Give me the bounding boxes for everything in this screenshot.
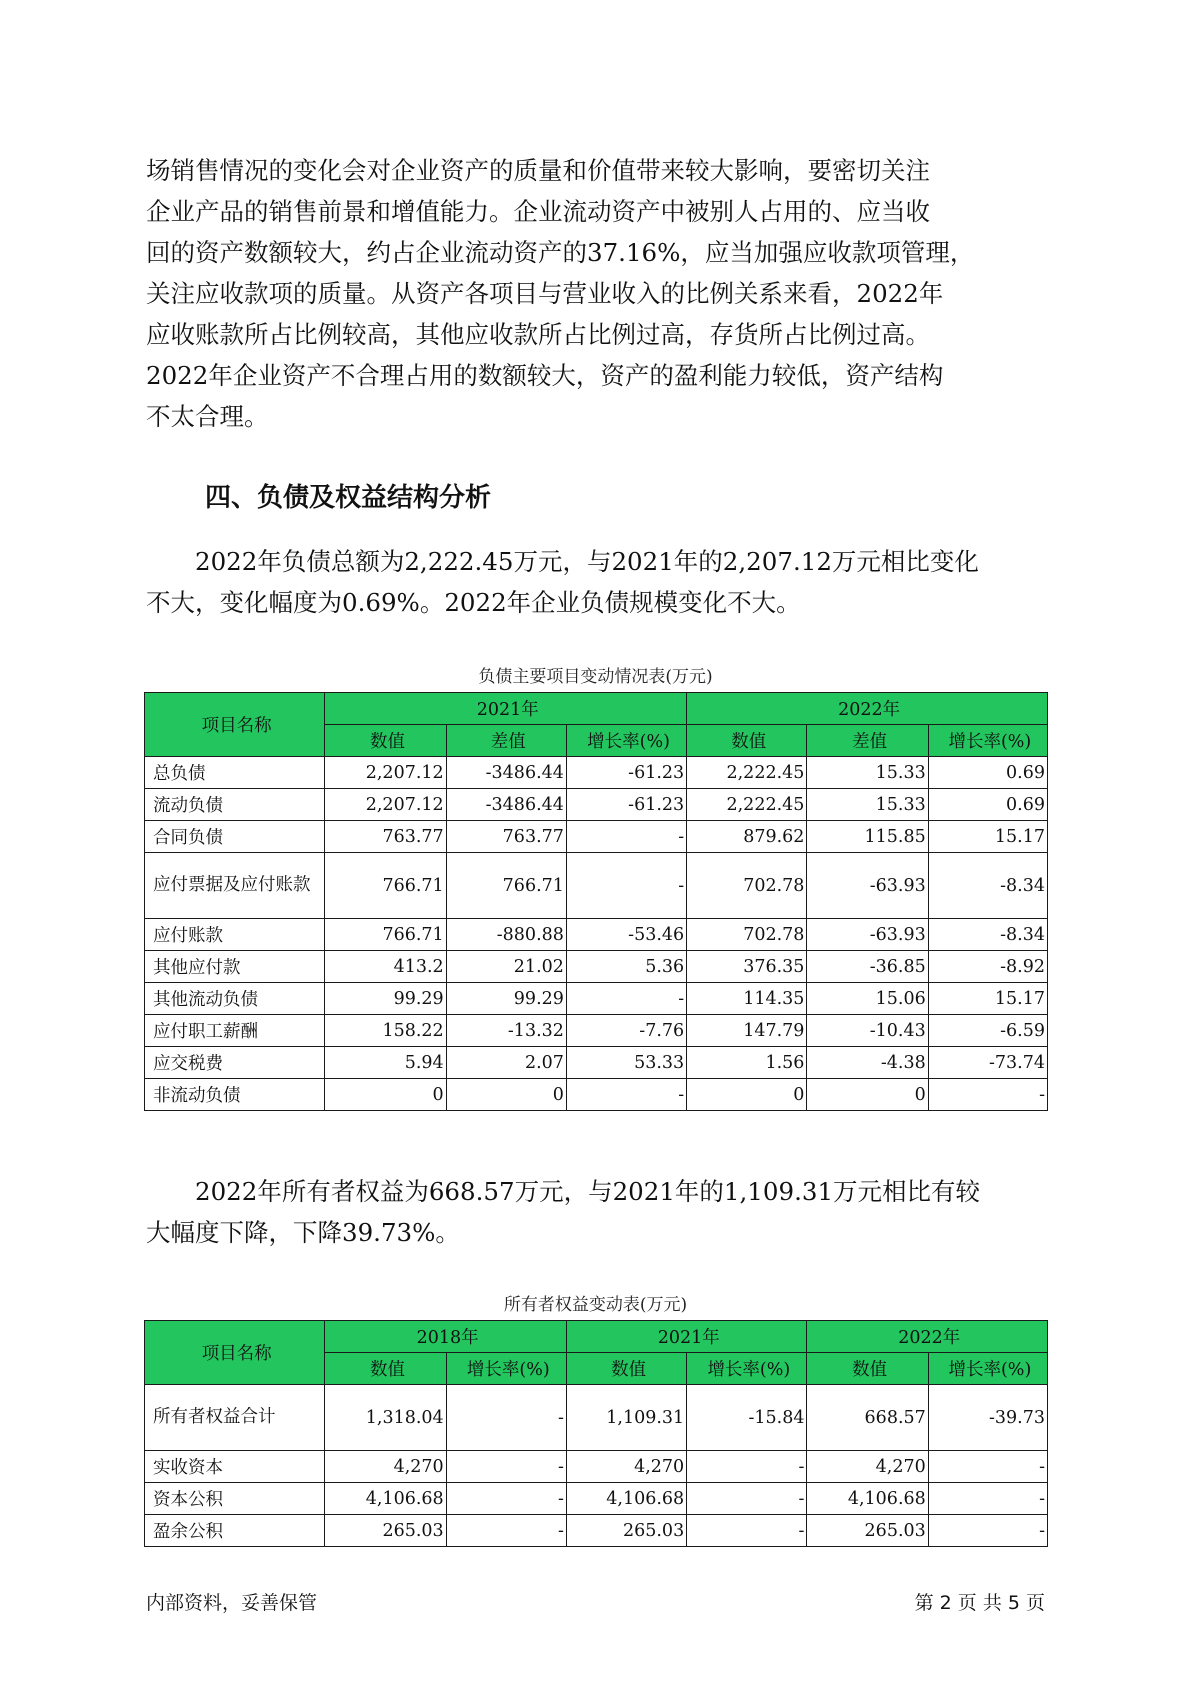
text-line: 大幅度下降，下降39.73%。 [146,1218,460,1247]
footer-confidential-note: 内部资料，妥善保管 [146,1592,318,1614]
table-cell: 0.69 [928,757,1047,789]
table-cell: 2.07 [446,1047,566,1079]
table-cell: 2,222.45 [687,757,807,789]
table-cell: - [446,1385,566,1451]
table-cell: 15.33 [807,789,928,821]
table-cell: - [928,1483,1047,1515]
header-year: 2022年 [807,1321,1048,1353]
subheader-cell: 数值 [325,1353,446,1385]
table-cell: -63.93 [807,919,928,951]
table-cell: -13.32 [446,1015,566,1047]
subheader-cell: 数值 [687,725,807,757]
subheader-cell: 增长率(%) [446,1353,566,1385]
table-cell: 4,270 [807,1451,928,1483]
row-label: 资本公积 [145,1483,325,1515]
table-cell: -15.84 [687,1385,807,1451]
table-cell: -53.46 [566,919,686,951]
table-row [145,757,1048,789]
row-label: 应付职工薪酬 [145,1015,325,1047]
table-cell: 766.71 [325,919,446,951]
table-header-row [145,1321,1048,1353]
row-label: 其他流动负债 [145,983,325,1015]
text-line: 回的资产数额较大，约占企业流动资产的37.16%，应当加强应收款项管理， [146,238,975,267]
text-line: 企业产品的销售前景和增值能力。企业流动资产中被别人占用的、应当收 [146,197,930,226]
table-cell: 5.36 [566,951,686,983]
subheader-cell: 数值 [807,1353,928,1385]
table-cell: -8.34 [928,853,1047,919]
table-cell: 4,270 [325,1451,446,1483]
table-cell: - [687,1483,807,1515]
row-label: 总负债 [145,757,325,789]
subheader-cell: 增长率(%) [928,1353,1047,1385]
table-cell: 763.77 [325,821,446,853]
table-cell: - [687,1515,807,1547]
table-cell: 99.29 [325,983,446,1015]
paragraph-equity-summary [146,1171,1046,1253]
header-year: 2018年 [325,1321,567,1353]
header-year: 2021年 [325,693,687,725]
table-cell: -10.43 [807,1015,928,1047]
table-cell: 413.2 [325,951,446,983]
table-cell: 265.03 [325,1515,446,1547]
table-cell: 668.57 [807,1385,928,1451]
row-label: 合同负债 [145,821,325,853]
table-cell: -4.38 [807,1047,928,1079]
table-cell: 763.77 [446,821,566,853]
table-cell: 2,207.12 [325,757,446,789]
table-cell: - [446,1483,566,1515]
table-cell: 99.29 [446,983,566,1015]
table-cell: 114.35 [687,983,807,1015]
table-caption-equity: 所有者权益变动表(万元) [503,1295,688,1315]
table-cell: - [566,821,686,853]
table-cell: - [446,1515,566,1547]
table-row [145,983,1048,1015]
table-cell: 1,109.31 [566,1385,686,1451]
text-line: 2022年负债总额为2,222.45万元，与2021年的2,207.12万元相比变化 [146,547,979,576]
table-cell: 0 [687,1079,807,1111]
header-item-name: 项目名称 [145,1321,325,1385]
row-label: 应交税费 [145,1047,325,1079]
table-cell: 147.79 [687,1015,807,1047]
subheader-cell: 差值 [446,725,566,757]
subheader-cell: 增长率(%) [566,725,686,757]
subheader-cell: 增长率(%) [928,725,1047,757]
table-cell: - [566,853,686,919]
liabilities-table-body [145,757,1048,1111]
table-cell: - [566,1079,686,1111]
table-cell: - [928,1451,1047,1483]
paragraph-liability-summary [146,541,1046,623]
table-cell: -3486.44 [446,757,566,789]
table-cell: - [687,1451,807,1483]
table-row [145,1015,1048,1047]
table-cell: - [928,1079,1047,1111]
table-cell: - [446,1451,566,1483]
table-cell: - [928,1515,1047,1547]
table-header-row [145,693,1048,725]
table-row [145,1385,1048,1451]
table-cell: -7.76 [566,1015,686,1047]
table-row [145,1047,1048,1079]
table-cell: 4,106.68 [566,1483,686,1515]
liabilities-table [144,692,1048,1111]
row-label: 其他应付款 [145,951,325,983]
table-cell: -3486.44 [446,789,566,821]
table-cell: 15.17 [928,983,1047,1015]
row-label: 流动负债 [145,789,325,821]
table-row [145,1515,1048,1547]
text-line: 关注应收款项的质量。从资产各项目与营业收入的比例关系来看，2022年 [146,279,944,308]
table-cell: 158.22 [325,1015,446,1047]
row-label: 实收资本 [145,1451,325,1483]
table-cell: 1,318.04 [325,1385,446,1451]
table-cell: -6.59 [928,1015,1047,1047]
row-label: 应付票据及应付账款 [145,853,325,919]
table-cell: 0 [807,1079,928,1111]
subheader-cell: 数值 [325,725,446,757]
equity-table [144,1320,1048,1547]
table-cell: 265.03 [566,1515,686,1547]
table-row [145,789,1048,821]
table-cell: -63.93 [807,853,928,919]
table-cell: 0.69 [928,789,1047,821]
header-year: 2022年 [687,693,1048,725]
table-cell: -39.73 [928,1385,1047,1451]
text-line: 不太合理。 [146,402,269,431]
table-cell: 53.33 [566,1047,686,1079]
table-cell: 265.03 [807,1515,928,1547]
table-cell: 879.62 [687,821,807,853]
table-cell: 2,222.45 [687,789,807,821]
table-cell: 15.33 [807,757,928,789]
table-row [145,1451,1048,1483]
table-cell: 21.02 [446,951,566,983]
table-cell: - [566,983,686,1015]
table-cell: 115.85 [807,821,928,853]
table-row [145,951,1048,983]
row-label: 应付账款 [145,919,325,951]
table-row [145,1483,1048,1515]
row-label: 盈余公积 [145,1515,325,1547]
table-cell: -61.23 [566,757,686,789]
table-cell: 1.56 [687,1047,807,1079]
table-row [145,1079,1048,1111]
header-year: 2021年 [566,1321,807,1353]
table-cell: 4,270 [566,1451,686,1483]
table-row [145,919,1048,951]
table-cell: 0 [325,1079,446,1111]
table-cell: -36.85 [807,951,928,983]
table-cell: -8.34 [928,919,1047,951]
table-cell: 766.71 [325,853,446,919]
table-cell: 702.78 [687,853,807,919]
table-cell: -8.92 [928,951,1047,983]
table-row [145,821,1048,853]
row-label: 所有者权益合计 [145,1385,325,1451]
table-cell: 0 [446,1079,566,1111]
table-cell: 766.71 [446,853,566,919]
text-line: 场销售情况的变化会对企业资产的质量和价值带来较大影响，要密切关注 [146,156,930,185]
header-item-name: 项目名称 [145,693,325,757]
table-cell: 15.17 [928,821,1047,853]
table-caption-liabilities: 负债主要项目变动情况表(万元) [478,667,713,687]
text-line: 不大，变化幅度为0.69%。2022年企业负债规模变化不大。 [146,588,801,617]
row-label: 非流动负债 [145,1079,325,1111]
table-cell: -61.23 [566,789,686,821]
table-cell: 4,106.68 [325,1483,446,1515]
table-cell: 5.94 [325,1047,446,1079]
paragraph-asset-analysis [146,150,1046,437]
table-row [145,853,1048,919]
table-cell: 376.35 [687,951,807,983]
text-line: 2022年所有者权益为668.57万元，与2021年的1,109.31万元相比有较 [146,1177,981,1206]
subheader-cell: 差值 [807,725,928,757]
text-line: 应收账款所占比例较高，其他应收款所占比例过高，存货所占比例过高。 [146,320,930,349]
footer-page-number: 第 2 页 共 5 页 [914,1592,1045,1614]
table-cell: 702.78 [687,919,807,951]
table-cell: 15.06 [807,983,928,1015]
subheader-cell: 数值 [566,1353,686,1385]
table-cell: -880.88 [446,919,566,951]
text-line: 2022年企业资产不合理占用的数额较大，资产的盈利能力较低，资产结构 [146,361,944,390]
subheader-cell: 增长率(%) [687,1353,807,1385]
section-heading: 四、负债及权益结构分析 [205,483,492,513]
equity-table-body [145,1385,1048,1547]
table-cell: 2,207.12 [325,789,446,821]
table-cell: -73.74 [928,1047,1047,1079]
table-cell: 4,106.68 [807,1483,928,1515]
